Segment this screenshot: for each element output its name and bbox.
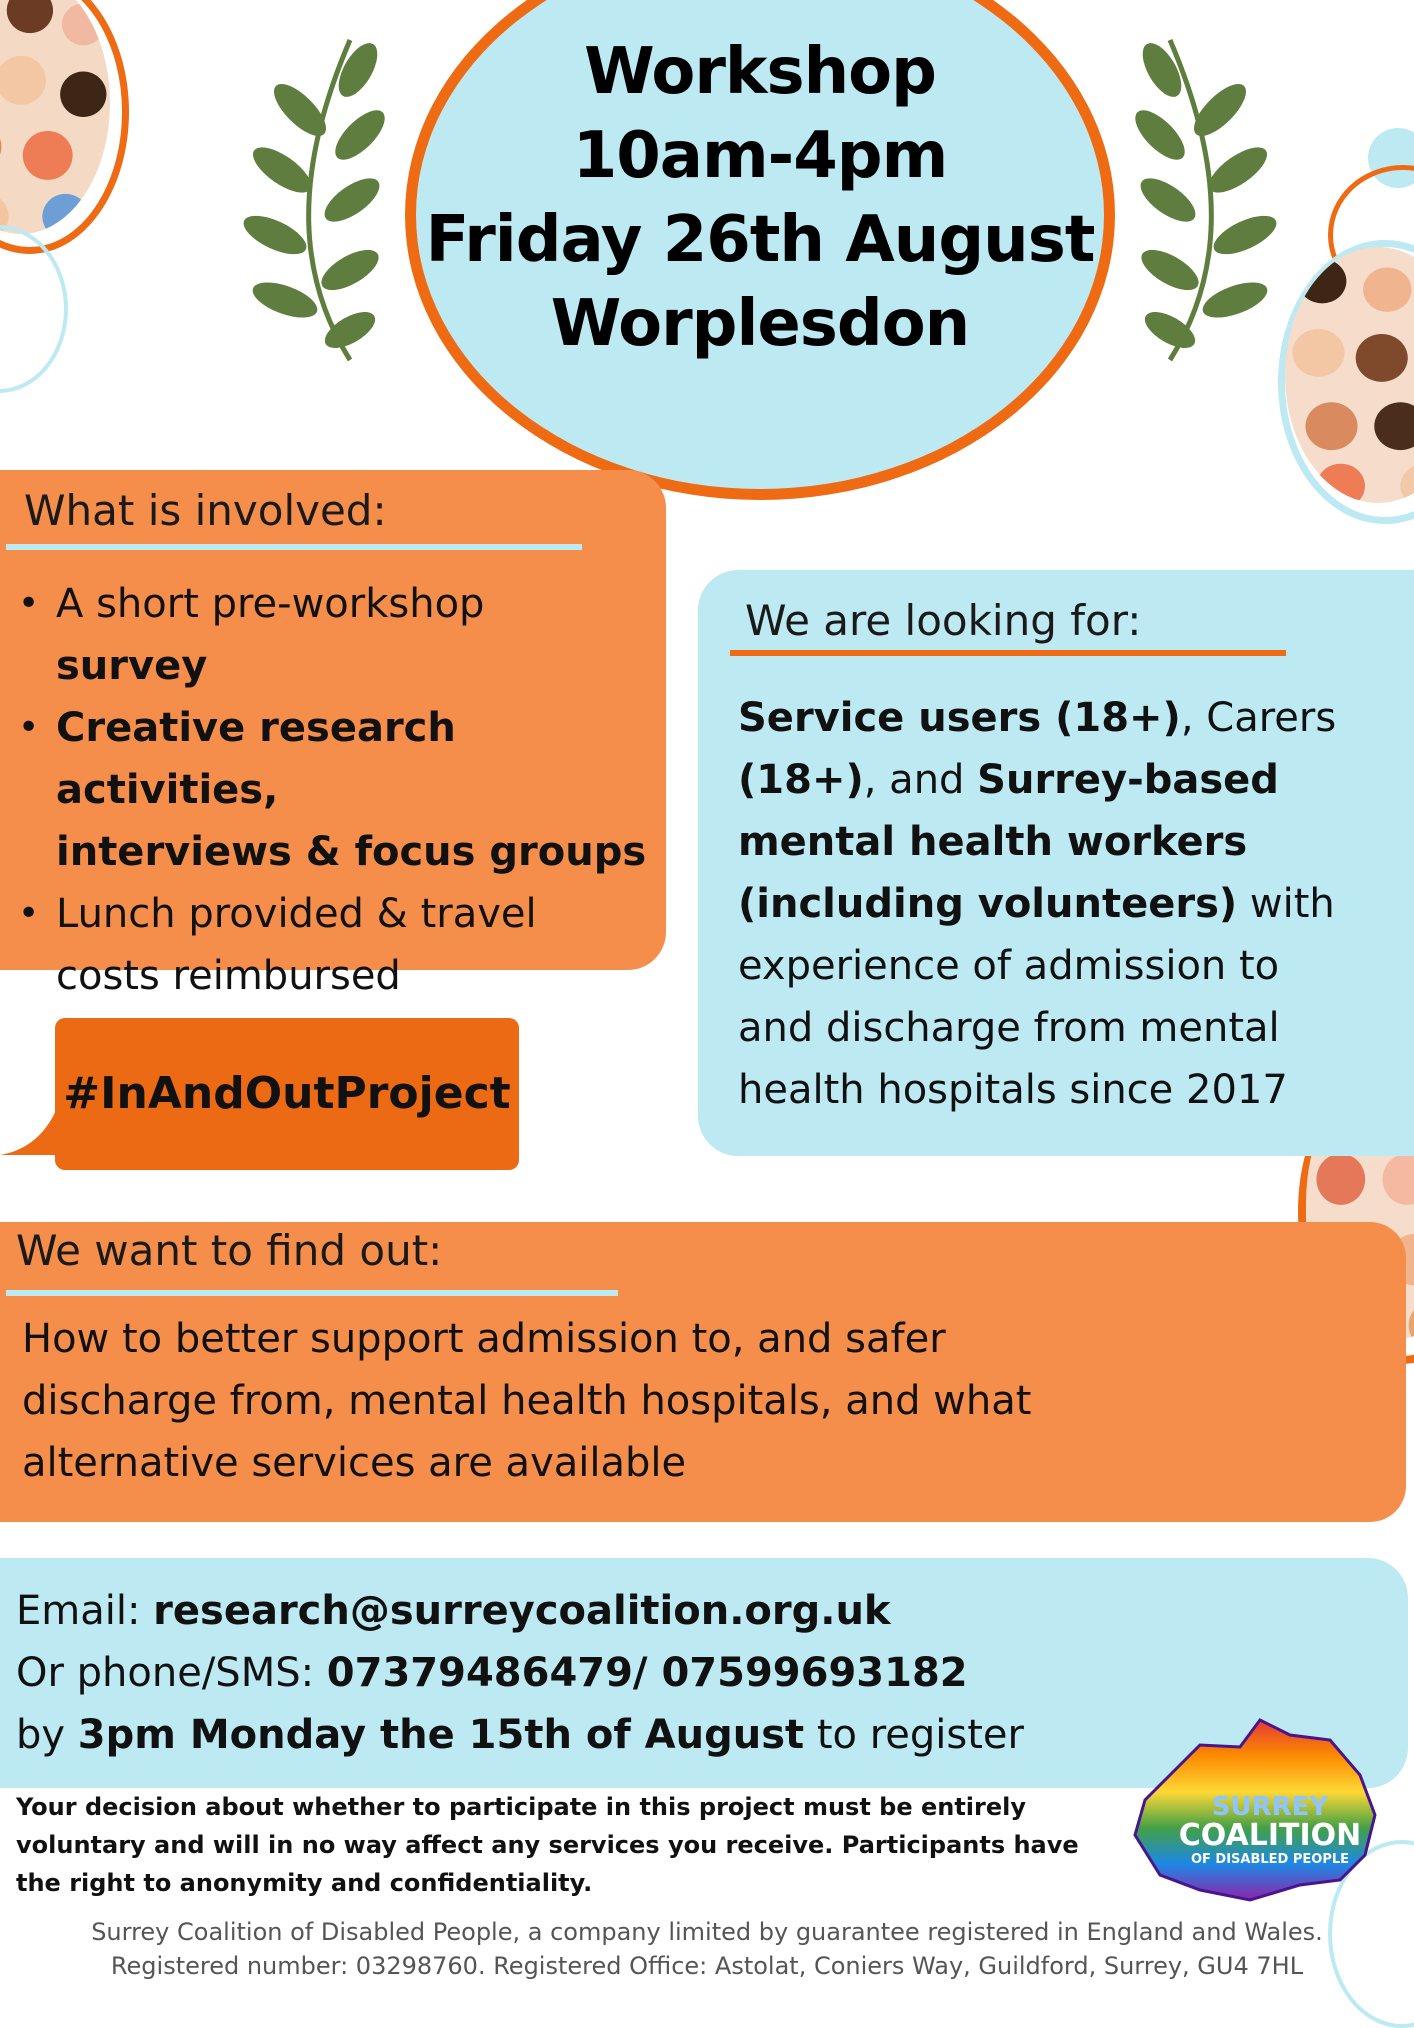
involved-title-rule: [6, 544, 582, 550]
disclaimer-text: Your decision about whether to participate in this project must be entirely voluntary and will in no way affect any services you receive. Participants have the right to anonymity and confidentiality.: [16, 1793, 1079, 1897]
event-header: [395, 30, 1125, 366]
looking-title: We are looking for:: [745, 596, 1142, 645]
blue-ring-left: [0, 225, 68, 393]
looking-description: Service users (18+), Carers (18+), and Surrey-based mental health workers (including volunteers) with experience of admission to and discharge from mental health hospitals since 2017: [738, 695, 1337, 1113]
findout-title: We want to find out:: [16, 1226, 443, 1275]
involved-item-activities: • Creative research activities, interviews & focus groups: [0, 697, 680, 883]
involved-item-survey: • A short pre-workshop survey: [0, 573, 680, 697]
event-time: 10am-4pm: [572, 119, 948, 193]
event-title: Workshop: [584, 35, 936, 109]
involved-title: What is involved:: [24, 486, 387, 535]
laurel-right-icon: [1120, 30, 1280, 370]
deadline-line: by 3pm Monday the 15th of August to register: [16, 1712, 1024, 1758]
involved-item-lunch: • Lunch provided & travel costs reimbursed: [0, 883, 680, 1007]
phone-line: Or phone/SMS: 07379486479/ 07599693182: [16, 1650, 968, 1696]
laurel-left-icon: [240, 30, 400, 370]
phone-numbers[interactable]: 07379486479/ 07599693182: [326, 1650, 968, 1696]
findout-title-rule: [6, 1290, 618, 1296]
findout-description: How to better support admission to, and safer discharge from, mental health hospitals, and what alternative services are available: [22, 1316, 1032, 1486]
email-link[interactable]: research@surreycoalition.org.uk: [153, 1588, 891, 1634]
event-location: Worplesdon: [550, 287, 970, 361]
event-date: Friday 26th August: [425, 203, 1095, 277]
contact-details: [16, 1580, 1024, 1766]
involved-list: [0, 573, 680, 1007]
email-line: Email: research@surreycoalition.org.uk: [16, 1588, 891, 1634]
looking-title-rule: [730, 650, 1286, 656]
footer-legal: Surrey Coalition of Disabled People, a company limited by guarantee registered in England and Wales. Registered number: 03298760. Registered Office: Astolat, Coniers Way, Guildford, Surrey, GU4 7HL: [91, 1918, 1323, 1980]
hashtag-label: #InAndOutProject: [63, 1068, 511, 1119]
logo-wordmark: SURREY COALITION OF DISABLED PEOPLE: [1178, 1792, 1362, 1867]
